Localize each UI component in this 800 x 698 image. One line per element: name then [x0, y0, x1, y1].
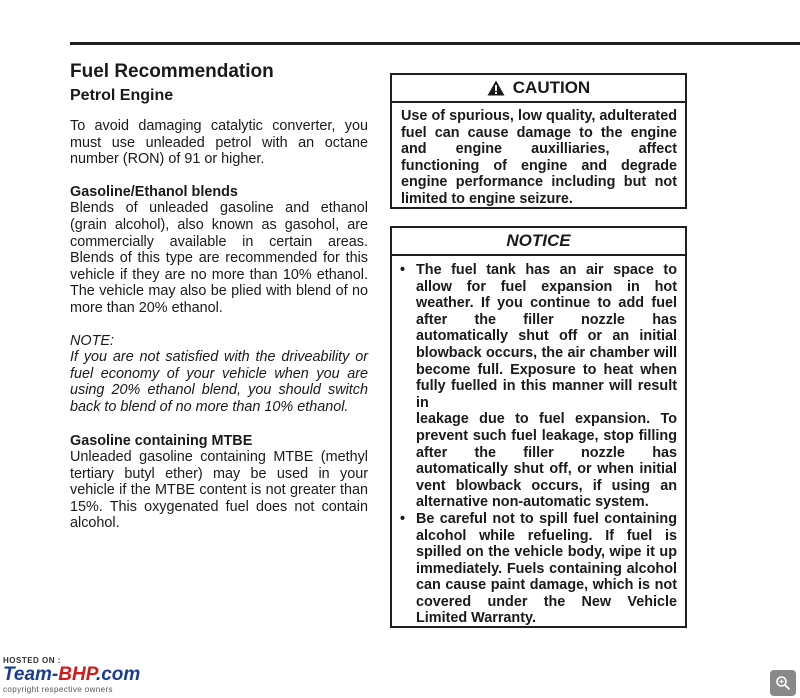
mtbe-heading: Gasoline containing MTBE: [70, 432, 253, 449]
watermark-copyright: copyright respective owners: [3, 685, 113, 694]
left-column: [70, 60, 368, 532]
section-subtitle: Petrol Engine: [70, 87, 174, 104]
note-label: NOTE:: [70, 332, 114, 349]
logo-part-bhp: BHP: [58, 664, 96, 685]
team-bhp-watermark: [3, 656, 193, 696]
logo-part-com: .com: [95, 664, 141, 685]
caution-box: [390, 73, 687, 209]
bullet: •: [400, 262, 406, 278]
blends-paragraph: Blends of unleaded gasoline and ethanol (grain alcohol), also known as gasohol, are commercially available in certain areas. Blends of this type are recommended for this vehicle if they are no more than 10% ethanol. The vehicle may also be plied with blend of no more than 20% ethanol.: [70, 200, 368, 316]
zoom-in-icon: [775, 675, 791, 691]
notice-item-text: Be careful not to spill fuel containing alcohol while refueling. If fuel is spilled on the vehicle body, wipe it up immediately. Fuels containing alcohol can cause paint damage, which is not covered under the New Vehicle Limited Warranty.: [416, 510, 677, 627]
caution-header: [392, 75, 685, 103]
warning-triangle-icon: [487, 80, 505, 96]
notice-list: [392, 256, 685, 627]
blends-heading: Gasoline/Ethanol blends: [70, 183, 238, 200]
top-rule: [70, 42, 800, 45]
notice-item-text-cont: leakage due to fuel expansion. To prevent such fuel leakage, stop filling after the filler nozzle has automatically shut off, or when initial vent blowback occurs, if using an alternative non-automatic system.: [416, 411, 677, 511]
logo-part-team: Team-: [3, 664, 59, 685]
notice-item-text: The fuel tank has an air space to allow for fuel expansion in hot weather. If you continue to add fuel after the filler nozzle has automatically shut off or an initial blowback occurs, the air chamber will become full. Exposure to heat when fully fuelled in this manner will result in: [416, 262, 677, 411]
bullet: •: [400, 510, 406, 527]
page-title: Fuel Recommendation: [70, 61, 274, 82]
notice-header: NOTICE: [392, 228, 685, 256]
note-paragraph: If you are not satisfied with the driveability or fuel economy of your vehicle when you are using 20% ethanol blend, you should switch back to blend of no more than 10% ethanol.: [70, 349, 368, 415]
notice-box: [390, 226, 687, 628]
watermark-logo: [3, 665, 193, 685]
caution-title: CAUTION: [512, 78, 591, 97]
intro-paragraph: To avoid damaging catalytic converter, you must use unleaded petrol with an octane number (RON) of 91 or higher.: [70, 118, 368, 168]
notice-item: [400, 511, 677, 627]
mtbe-paragraph: Unleaded gasoline containing MTBE (methyl tertiary butyl ether) may be used in your vehicle if the MTBE content is not greater than 15%. This oxygenated fuel does not contain alcohol.: [70, 449, 368, 532]
zoom-button[interactable]: [770, 670, 796, 696]
watermark-hosted-label: HOSTED ON :: [3, 656, 61, 665]
caution-text: Use of spurious, low quality, adulterated fuel can cause damage to the engine and engine auxilliaries, affect functioning of engine and degrade engine performance including but not limited to engine seizure.: [401, 108, 677, 207]
notice-item: [400, 262, 677, 511]
